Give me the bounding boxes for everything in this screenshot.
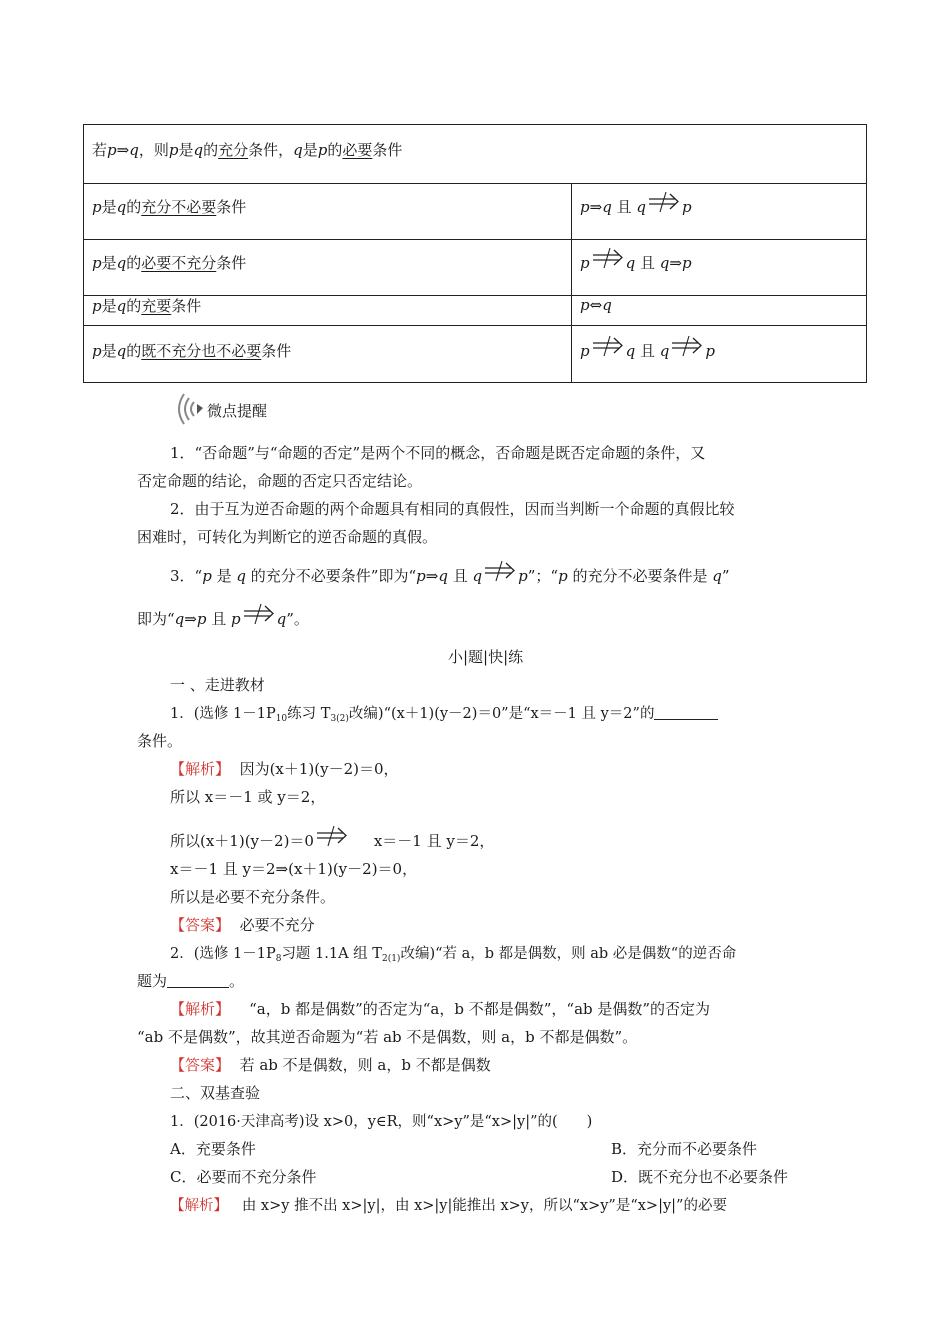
table-row-necessary-right: p q 且 q⇒p: [580, 252, 692, 273]
table-col-divider: [571, 183, 572, 383]
solution-2-line-1: 【解析】 “a，b 都是偶数”的否定为“a，b 不都是偶数”，“ab 是偶数”的否定为: [170, 1000, 711, 1018]
option-b: B．充分而不必要条件: [611, 1140, 758, 1158]
solution-1-line-5: 所以是必要不充分条件。: [170, 888, 336, 906]
table-row-necessary-left: p是q的必要不充分条件: [92, 254, 247, 272]
answer-1: 【答案】 必要不充分: [170, 916, 315, 934]
answer-label: 【答案】: [170, 1056, 231, 1074]
tip-2-line-1: 2．由于互为逆否命题的两个命题具有相同的真假性，因而当判断一个命题的真假比较: [170, 500, 735, 518]
table-row-neither-right: p q 且 q p: [580, 340, 715, 361]
solution-1-line-1: 【解析】 因为(x＋1)(y－2)＝0，: [170, 760, 399, 778]
table-row-sufficient-left: p是q的充分不必要条件: [92, 198, 247, 216]
answer-blank: [654, 707, 718, 720]
section-1-heading: 一 、走进教材: [170, 676, 265, 694]
tip-1-line-1: 1．“否命题”与“命题的否定”是两个不同的概念，否命题是既否定命题的条件，又: [170, 444, 706, 462]
not-implies-arrow-icon: [484, 568, 516, 582]
section-title: 小|题|快|练: [448, 648, 524, 666]
sound-wave-icon: [172, 390, 206, 432]
solution-1-line-4: x＝－1 且 y＝2⇒(x＋1)(y－2)＝0，: [170, 860, 418, 878]
answer-label: 【答案】: [170, 916, 231, 934]
question-2-1: 1．(2016·天津高考)设 x>0，y∈R，则“x>y”是“x>|y|”的( ): [170, 1114, 593, 1130]
tip-1-line-2: 否定命题的结论，命题的否定只否定结论。: [137, 472, 423, 490]
solution-2-1: 【解析】 由 x>y 推不出 x>|y|，由 x>|y|能推出 x>y，所以“x>y”是“x>|y|”的必要: [170, 1198, 727, 1214]
not-implies-arrow-icon: [671, 343, 703, 357]
answer-blank: [167, 975, 229, 988]
tip-3-line-1: 3．“p 是 q 的充分不必要条件”即为“p⇒q 且 q p”；“p 的充分不必要条件是 q”: [170, 565, 730, 586]
question-1-2: 2．(选修 $1-1P_8$习题 1.1A 组 $T_{2(1)}$改编)“若 a，b 都是偶数，则 ab 必是偶数“的逆否命: [170, 946, 737, 964]
table-divider: [84, 325, 866, 326]
question-1-1-line-2: 条件。: [137, 732, 183, 750]
answer-2: 【答案】 若 ab 不是偶数，则 a，b 不都是偶数: [170, 1056, 491, 1074]
table-divider: [84, 239, 866, 240]
table-divider: [84, 183, 866, 184]
not-implies-arrow-icon: [648, 199, 680, 213]
section-2-heading: 二、双基查验: [170, 1084, 261, 1102]
table-row-header: 若p⇒q，则p是q的充分条件，q是p的必要条件: [92, 141, 403, 159]
table-row-sufficient-right: p⇒q 且 q p: [580, 196, 692, 217]
analysis-label: 【解析】: [170, 1198, 228, 1214]
option-c: C．必要而不充分条件: [170, 1168, 317, 1186]
analysis-label: 【解析】: [170, 760, 231, 778]
tip-2-line-2: 困难时，可转化为判断它的逆否命题的真假。: [137, 528, 438, 546]
table-row-iff-right: p⇔q: [580, 296, 612, 314]
table-row-iff-left: p是q的充要条件: [92, 297, 202, 315]
conditions-table: [83, 124, 867, 383]
not-implies-arrow-icon: [316, 833, 348, 847]
question-1-2-line-2: 题为 。: [137, 972, 245, 990]
table-divider: [84, 295, 866, 296]
not-implies-arrow-icon: [592, 343, 624, 357]
not-implies-arrow-icon: [243, 611, 275, 625]
table-row-neither-left: p是q的既不充分也不必要条件: [92, 342, 292, 360]
tip-title: 微点提醒: [207, 402, 268, 420]
tip-3-line-2: 即为“q⇒p 且 p q”。: [137, 608, 309, 629]
question-1-1: 1．(选修 $1-1P_{10}$练习 $T_{3(2)}$改编)“(x＋1)(y－2)＝0”是“x＝－1 且 y＝2”的: [170, 702, 718, 724]
option-a: A．充要条件: [170, 1140, 256, 1158]
option-d: D．既不充分也不必要条件: [611, 1168, 789, 1186]
solution-1-line-2: 所以 x＝－1 或 y＝2，: [170, 788, 326, 806]
analysis-label: 【解析】: [170, 1000, 231, 1018]
not-implies-arrow-icon: [592, 255, 624, 269]
solution-2-line-2: “ab 不是偶数”，故其逆否命题为“若 ab 不是偶数，则 a，b 不都是偶数”。: [137, 1028, 638, 1046]
solution-1-line-3: 所以(x＋1)(y－2)＝0 x＝－1 且 y＝2，: [170, 830, 494, 851]
